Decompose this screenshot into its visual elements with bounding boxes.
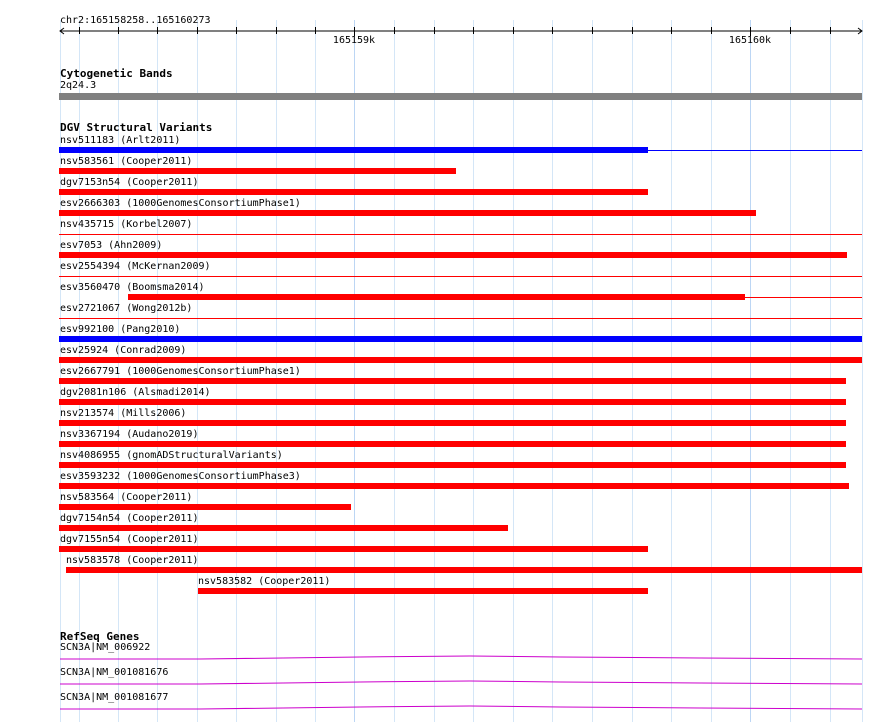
ruler-location: chr2:165158258..165160273: [60, 15, 211, 26]
dgv-variant-bar[interactable]: [59, 252, 847, 258]
cytoband-track-title: Cytogenetic Bands: [60, 67, 173, 80]
refseq-gene-label[interactable]: SCN3A|NM_001081676: [60, 667, 169, 678]
dgv-variant-bar[interactable]: [198, 588, 648, 594]
dgv-variant-extension[interactable]: [648, 150, 862, 151]
refseq-track-title: RefSeq Genes: [60, 630, 140, 643]
dgv-variant-bar[interactable]: [59, 318, 862, 319]
dgv-variant-bar[interactable]: [128, 294, 745, 300]
refseq-gene-line[interactable]: [0, 654, 890, 662]
dgv-variant-label[interactable]: esv3560470 (Boomsma2014): [60, 282, 205, 293]
dgv-variant-bar[interactable]: [59, 420, 846, 426]
cytoband-label[interactable]: 2q24.3: [60, 80, 97, 91]
dgv-variant-label[interactable]: nsv4086955 (gnomADStructuralVariants): [60, 450, 283, 461]
dgv-variant-label[interactable]: nsv511183 (Arlt2011): [60, 135, 181, 146]
dgv-variant-bar[interactable]: [59, 546, 648, 552]
dgv-variant-label[interactable]: dgv7154n54 (Cooper2011): [60, 513, 199, 524]
dgv-variant-bar[interactable]: [59, 525, 508, 531]
refseq-gene-label[interactable]: SCN3A|NM_001081677: [60, 692, 169, 703]
dgv-variant-bar[interactable]: [66, 567, 862, 573]
dgv-variant-label[interactable]: nsv583582 (Cooper2011): [198, 576, 331, 587]
dgv-variant-bar[interactable]: [59, 276, 862, 277]
dgv-variant-label[interactable]: esv2666303 (1000GenomesConsortiumPhase1): [60, 198, 301, 209]
dgv-variant-label[interactable]: nsv3367194 (Audano2019): [60, 429, 199, 440]
ruler-tick-label: 165159k: [332, 35, 376, 46]
dgv-variant-bar[interactable]: [59, 462, 846, 468]
dgv-variant-label[interactable]: dgv2081n106 (Alsmadi2014): [60, 387, 211, 398]
ruler-tick-label: 165160k: [728, 35, 772, 46]
dgv-variant-label[interactable]: nsv583578 (Cooper2011): [66, 555, 199, 566]
refseq-gene-label[interactable]: SCN3A|NM_006922: [60, 642, 151, 653]
dgv-variant-bar[interactable]: [59, 441, 846, 447]
dgv-variant-bar[interactable]: [59, 504, 351, 510]
dgv-variant-bar[interactable]: [59, 399, 846, 405]
dgv-variant-bar[interactable]: [59, 210, 756, 216]
dgv-variant-extension[interactable]: [745, 297, 862, 298]
dgv-variant-label[interactable]: esv3593232 (1000GenomesConsortiumPhase3): [60, 471, 301, 482]
dgv-variant-label[interactable]: esv2554394 (McKernan2009): [60, 261, 211, 272]
refseq-gene-line[interactable]: [0, 679, 890, 687]
dgv-variant-bar[interactable]: [59, 483, 849, 489]
dgv-variant-bar[interactable]: [59, 357, 862, 363]
dgv-variant-label[interactable]: nsv583561 (Cooper2011): [60, 156, 193, 167]
dgv-variant-bar[interactable]: [59, 168, 456, 174]
dgv-variant-label[interactable]: esv2667791 (1000GenomesConsortiumPhase1): [60, 366, 301, 377]
dgv-variant-label[interactable]: dgv7153n54 (Cooper2011): [60, 177, 199, 188]
dgv-variant-bar[interactable]: [59, 336, 862, 342]
dgv-variant-label[interactable]: nsv583564 (Cooper2011): [60, 492, 193, 503]
dgv-variant-label[interactable]: nsv213574 (Mills2006): [60, 408, 187, 419]
dgv-variant-bar[interactable]: [59, 378, 846, 384]
cytoband-bar[interactable]: [59, 93, 862, 100]
dgv-variant-label[interactable]: esv992100 (Pang2010): [60, 324, 181, 335]
dgv-variant-label[interactable]: esv2721067 (Wong2012b): [60, 303, 193, 314]
refseq-gene-line[interactable]: [0, 704, 890, 712]
dgv-variant-label[interactable]: esv25924 (Conrad2009): [60, 345, 187, 356]
dgv-variant-label[interactable]: dgv7155n54 (Cooper2011): [60, 534, 199, 545]
dgv-variant-label[interactable]: esv7053 (Ahn2009): [60, 240, 163, 251]
dgv-variant-label[interactable]: nsv435715 (Korbel2007): [60, 219, 193, 230]
dgv-variant-bar[interactable]: [59, 147, 648, 153]
dgv-variant-bar[interactable]: [59, 189, 648, 195]
dgv-track-title: DGV Structural Variants: [60, 121, 213, 134]
dgv-variant-bar[interactable]: [59, 234, 862, 235]
